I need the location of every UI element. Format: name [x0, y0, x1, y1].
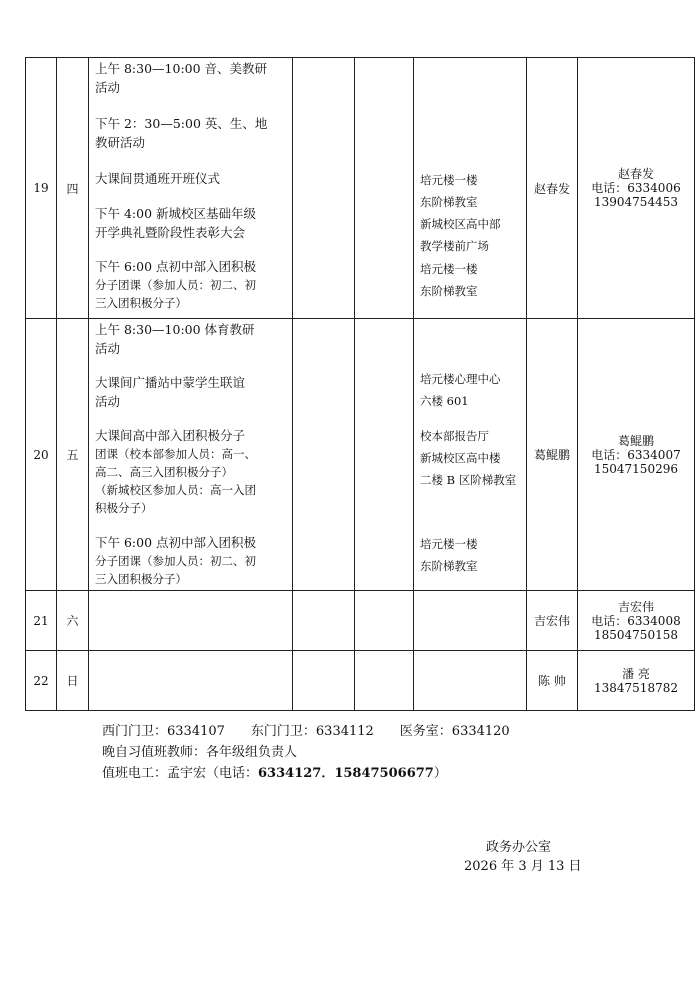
- location-line: 东阶梯教室: [420, 559, 478, 573]
- location-item: [420, 169, 501, 257]
- location-cell: [414, 591, 527, 651]
- activity-item: [95, 257, 288, 312]
- location-item: [420, 533, 478, 577]
- activity-line: 下午 2：30—5:00 英、生、地: [95, 116, 268, 131]
- row-weekday: 五: [57, 319, 89, 591]
- activity-line: 活动: [95, 80, 121, 95]
- activity-line: 下午 6:00 点初中部入团积极: [95, 259, 257, 274]
- row-weekday: 日: [57, 651, 89, 711]
- activity-line: 教研活动: [95, 135, 146, 150]
- empty-cell: [355, 319, 414, 591]
- activities-cell: [89, 319, 293, 591]
- location-item: [420, 258, 478, 302]
- activities-cell: [89, 591, 293, 651]
- leader-name: 葛鲲鹏: [527, 319, 578, 591]
- location-line: 六楼 601: [420, 394, 469, 408]
- activity-line: 大课间高中部入团积极分子: [95, 428, 246, 443]
- empty-cell: [355, 58, 414, 319]
- location-line: 培元楼一楼: [420, 262, 478, 276]
- location-line: 教学楼前广场: [420, 239, 489, 253]
- gate-phones: 西门门卫：6334107 东门门卫：6334112 医务室：6334120: [102, 724, 510, 739]
- location-cell: [414, 58, 527, 319]
- location-line: 东阶梯教室: [420, 284, 478, 298]
- signature-date: 2026 年 3 月 13 日: [464, 859, 582, 874]
- activity-line: 分子团课（参加人员：初二、初: [95, 554, 256, 568]
- row-number: 20: [26, 319, 57, 591]
- location-item: [420, 368, 501, 412]
- empty-cell: [293, 591, 355, 651]
- activity-item: [95, 320, 288, 358]
- table-row: [26, 319, 695, 591]
- empty-cell: [355, 591, 414, 651]
- duty-mobile: 13904754453: [594, 195, 678, 209]
- activity-line: 下午 6:00 点初中部入团积极: [95, 535, 257, 550]
- table-row: [26, 591, 695, 651]
- activity-line: 上午 8:30—10:00 音、美教研: [95, 61, 268, 76]
- duty-mobile: 18504750158: [594, 627, 678, 642]
- location-cell: [414, 651, 527, 711]
- duty-phone: 电话：6334007: [591, 447, 681, 462]
- electrician-label: 值班电工：孟宇宏（电话：: [102, 766, 259, 781]
- activities-cell: [89, 651, 293, 711]
- leader-name: 陈 帅: [527, 651, 578, 711]
- location-line: 培元楼一楼: [420, 173, 478, 187]
- duty-contact: [578, 591, 695, 651]
- leader-name: 吉宏伟: [527, 591, 578, 651]
- activity-line: 积极分子）: [95, 501, 153, 515]
- table-row: [26, 58, 695, 319]
- location-line: 培元楼心理中心: [420, 372, 501, 386]
- location-line: 新城校区高中楼: [420, 451, 501, 465]
- location-line: 培元楼一楼: [420, 537, 478, 551]
- activity-line: 高二、高三入团积极分子）: [95, 465, 233, 479]
- office-signature: 政务办公室: [486, 840, 552, 855]
- empty-cell: [293, 319, 355, 591]
- row-weekday: 六: [57, 591, 89, 651]
- location-line: 东阶梯教室: [420, 195, 478, 209]
- row-number: 21: [26, 591, 57, 651]
- activity-item: [95, 59, 288, 97]
- evening-duty: 晚自习值班教师：各年级组负责人: [102, 745, 298, 760]
- empty-cell: [355, 651, 414, 711]
- electrician-end: ）: [433, 766, 447, 781]
- activity-line: 活动: [95, 341, 121, 356]
- duty-name: 赵春发: [617, 167, 654, 181]
- activity-line: 上午 8:30—10:00 体育教研: [95, 322, 255, 337]
- table-row: [26, 651, 695, 711]
- electrician-phone: 6334127．15847506677: [258, 766, 434, 781]
- empty-cell: [293, 58, 355, 319]
- activity-line: 活动: [95, 394, 121, 409]
- activity-line: （新城校区参加人员：高一入团: [95, 483, 256, 497]
- activities-cell: [89, 58, 293, 319]
- activity-line: 分子团课（参加人员：初二、初: [95, 278, 256, 292]
- activity-line: 下午 4:00 新城校区基础年级: [95, 206, 257, 221]
- activity-line: 开学典礼暨阶段性表彰大会: [95, 225, 246, 240]
- location-item: [420, 425, 516, 491]
- duty-contact: [578, 651, 695, 711]
- activity-line: 大课间贯通班开班仪式: [95, 171, 221, 186]
- row-number: 19: [26, 58, 57, 319]
- activity-line: 团课（校本部参加人员：高一、: [95, 447, 256, 461]
- activity-item: [95, 373, 288, 411]
- leader-name: 赵春发: [527, 58, 578, 319]
- location-line: 新城校区高中部: [420, 217, 501, 231]
- duty-name: 葛鲲鹏: [617, 433, 654, 448]
- activity-item: [95, 204, 288, 242]
- row-weekday: 四: [57, 58, 89, 319]
- duty-phone: 电话：6334008: [591, 613, 681, 628]
- activity-line: 三入团积极分子）: [95, 572, 187, 586]
- duty-mobile: 13847518782: [594, 680, 678, 695]
- activity-item: [95, 426, 288, 517]
- schedule-table: [25, 57, 695, 711]
- activity-item: [95, 114, 288, 152]
- duty-name: 潘 亮: [622, 666, 650, 681]
- activity-item: [95, 169, 288, 188]
- row-number: 22: [26, 651, 57, 711]
- duty-mobile: 15047150296: [594, 461, 678, 476]
- duty-contact: [578, 319, 695, 591]
- duty-name: 吉宏伟: [617, 599, 654, 614]
- activity-line: 三入团积极分子）: [95, 296, 187, 310]
- location-line: 二楼 B 区阶梯教室: [420, 473, 517, 487]
- duty-contact: [578, 58, 695, 319]
- empty-cell: [293, 651, 355, 711]
- location-cell: [414, 319, 527, 591]
- electrician-line: [102, 762, 447, 781]
- location-line: 校本部报告厅: [420, 429, 489, 443]
- activity-item: [95, 533, 288, 588]
- duty-phone: 电话：6334006: [591, 181, 681, 195]
- activity-line: 大课间广播站中蒙学生联谊: [95, 375, 246, 390]
